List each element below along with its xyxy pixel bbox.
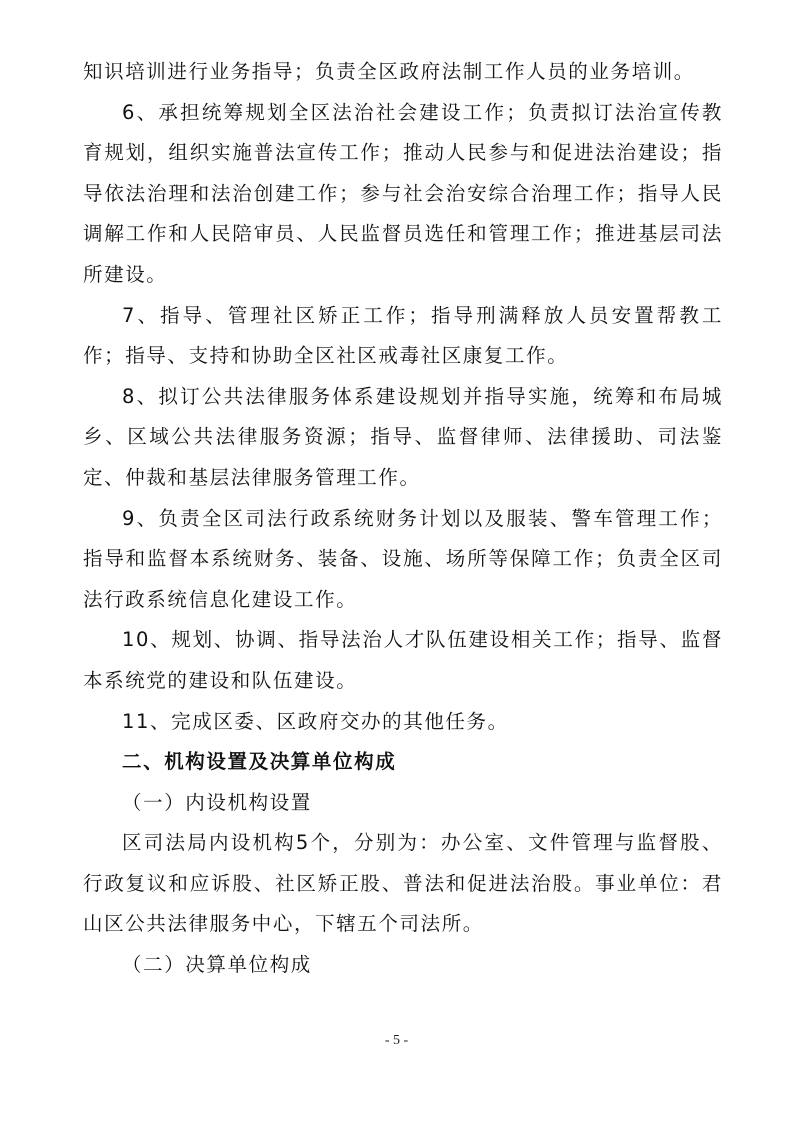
document-body bbox=[83, 52, 723, 986]
paragraph-item-11: 11、完成区委、区政府交办的其他任务。 bbox=[122, 709, 509, 733]
page-number: - 5 - bbox=[384, 1033, 409, 1048]
paragraph-item-6: 6、承担统筹规划全区法治社会建设工作；负责拟订法治宣传教育规划，组织实施普法宣传工作；推动人民参与和促进法治建设；指导依法治理和法治创建工作；参与社会治安综合治理工作；指导人民调解工作和人民陪审员、人民监督员选任和管理工作；推进基层司法所建设。 bbox=[83, 100, 723, 286]
paragraph-item-8: 8、拟订公共法律服务体系建设规划并指导实施，统筹和布局城乡、区域公共法律服务资源；指导、监督律师、法律援助、司法鉴定、仲裁和基层法律服务管理工作。 bbox=[83, 384, 723, 489]
paragraph-item-9: 9、负责全区司法行政系统财务计划以及服装、警车管理工作；指导和监督本系统财务、装备、设施、场所等保障工作；负责全区司法行政系统信息化建设工作。 bbox=[83, 506, 723, 611]
subsection-heading-1: （一）内设机构设置 bbox=[122, 790, 312, 814]
paragraph-internal-structure: 区司法局内设机构5个，分别为：办公室、文件管理与监督股、行政复议和应诉股、社区矫正股、普法和促进法治股。事业单位：君山区公共法律服务中心，下辖五个司法所。 bbox=[83, 831, 723, 936]
paragraph-continuation: 知识培训进行业务指导；负责全区政府法制工作人员的业务培训。 bbox=[83, 60, 695, 83]
paragraph-item-7: 7、指导、管理社区矫正工作；指导刑满释放人员安置帮教工作；指导、支持和协助全区社区戒毒社区康复工作。 bbox=[83, 303, 723, 368]
section-heading-2: 二、机构设置及决算单位构成 bbox=[122, 750, 397, 774]
subsection-heading-2: （二）决算单位构成 bbox=[122, 953, 312, 977]
paragraph-item-10: 10、规划、协调、指导法治人才队伍建设相关工作；指导、监督本系统党的建设和队伍建设。 bbox=[83, 628, 723, 692]
